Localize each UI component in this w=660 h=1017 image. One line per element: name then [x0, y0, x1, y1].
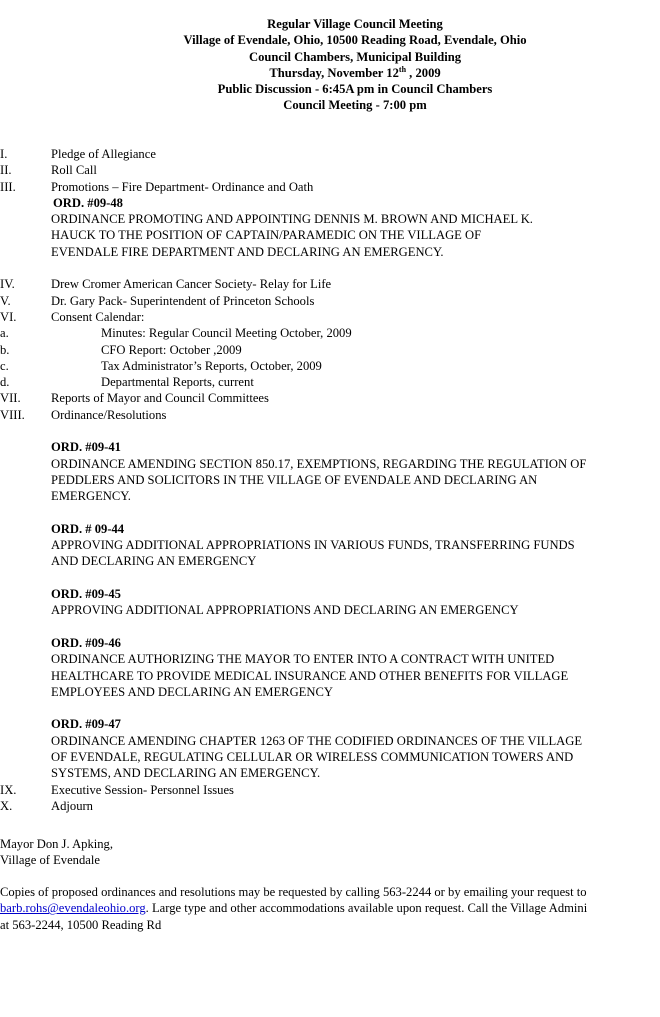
ordinance-body: APPROVING ADDITIONAL APPROPRIATIONS IN VARIOUS FUNDS, TRANSFERRING FUNDS AND DECLARING AN EMERGENCY — [51, 538, 575, 569]
meeting-location: Village of Evendale, Ohio, 10500 Reading Road, Evendale, Ohio — [183, 33, 527, 48]
ordinance-title: ORD. #09-45 — [51, 587, 121, 602]
ordinance-title: ORD. #09-47 — [51, 717, 121, 732]
ordinance-09-48 — [51, 195, 656, 260]
ordinance-09-41 — [51, 439, 656, 504]
signature-block — [0, 836, 113, 869]
meeting-date: Thursday, November 12th , 2009 — [269, 64, 441, 80]
ordinance-body: ORDINANCE AUTHORIZING THE MAYOR TO ENTER INTO A CONTRACT WITH UNITED HEALTHCARE TO PROVIDE MEDICAL INSURANCE AND OTHER BENEFITS FOR VILLAGE EMPLOYEES AND DECLARING AN EMERGENCY — [51, 652, 569, 699]
village-name: Village of Evendale — [0, 853, 100, 868]
agenda-item: X. Adjourn — [0, 798, 93, 813]
agenda-item: VI. Consent Calendar: — [0, 309, 145, 324]
mayor-name: Mayor Don J. Apking, — [0, 837, 113, 851]
meeting-venue: Council Chambers, Municipal Building — [248, 49, 462, 64]
ordinance-09-47 — [51, 716, 656, 781]
footer-line-2: barb.rohs@evendaleohio.org. Large type and other accommodations available upon request. Call the Village Admini — [0, 901, 588, 916]
ordinance-body: ORDINANCE AMENDING SECTION 850.17, EXEMPTIONS, REGARDING THE REGULATION OF PEDDLERS AND SOLICITORS IN THE VILLAGE OF EVENDALE AND DECLARING AN EMERGENCY. — [51, 456, 587, 504]
agenda-item: IV. Drew Cromer American Cancer Society- Relay for Life — [0, 277, 332, 292]
ordinance-09-44 — [51, 521, 656, 570]
ordinance-body: ORDINANCE AMENDING CHAPTER 1263 OF THE CODIFIED ORDINANCES OF THE VILLAGE OF EVENDALE, REGULATING CELLULAR OR WIRELESS COMMUNICATION TOWERS AND SYSTEMS, AND DECLARING AN EMERGENCY. — [51, 733, 583, 781]
consent-item: d. Departmental Reports, current — [0, 375, 254, 390]
council-meeting-time: Council Meeting - 7:00 pm — [283, 98, 427, 113]
agenda-item: I. Pledge of Allegiance — [0, 147, 156, 161]
agenda-item: VII. Reports of Mayor and Council Committees — [0, 391, 269, 406]
footer-line-3: at 563-2244, 10500 Reading Rd — [0, 917, 162, 932]
ordinance-body: APPROVING ADDITIONAL APPROPRIATIONS AND DECLARING AN EMERGENCY — [51, 603, 519, 618]
footer-notice — [0, 884, 660, 933]
email-link[interactable]: barb.rohs@evendaleohio.org — [0, 901, 146, 916]
agenda-item: V. Dr. Gary Pack- Superintendent of Princeton Schools — [0, 293, 315, 308]
consent-item: c. Tax Administrator’s Reports, October, 2009 — [0, 358, 322, 373]
meeting-header — [50, 0, 660, 114]
consent-item: a. Minutes: Regular Council Meeting October, 2009 — [0, 326, 352, 341]
ordinance-title: ORD. #09-46 — [51, 635, 121, 650]
public-discussion-time: Public Discussion - 6:45A pm in Council Chambers — [217, 82, 493, 97]
ordinance-09-45 — [51, 586, 656, 619]
ordinance-09-46 — [51, 635, 656, 700]
agenda-item: IX. Executive Session- Personnel Issues — [0, 782, 234, 797]
footer-line-1: Copies of proposed ordinances and resolutions may be requested by calling 563-2244 or by emailing your request to — [0, 885, 587, 899]
agenda-item: III. Promotions – Fire Department- Ordinance and Oath — [0, 179, 314, 194]
agenda-item: II. Roll Call — [0, 163, 97, 178]
meeting-title: Regular Village Council Meeting — [267, 17, 443, 31]
agenda-item: VIII. Ordinance/Resolutions — [0, 407, 167, 422]
ordinance-body: ORDINANCE PROMOTING AND APPOINTING DENNIS M. BROWN AND MICHAEL K. HAUCK TO THE POSITION OF CAPTAIN/PARAMEDIC ON THE VILLAGE OF EVENDALE FIRE DEPARTMENT AND DECLARING AN EMERGENCY. — [51, 212, 533, 259]
ordinance-title: ORD. #09-48 — [53, 195, 123, 210]
ordinance-title: ORD. # 09-44 — [51, 521, 125, 536]
ordinance-title: ORD. #09-41 — [51, 440, 121, 455]
consent-item: b. CFO Report: October ,2009 — [0, 342, 242, 357]
agenda-list — [0, 146, 660, 814]
